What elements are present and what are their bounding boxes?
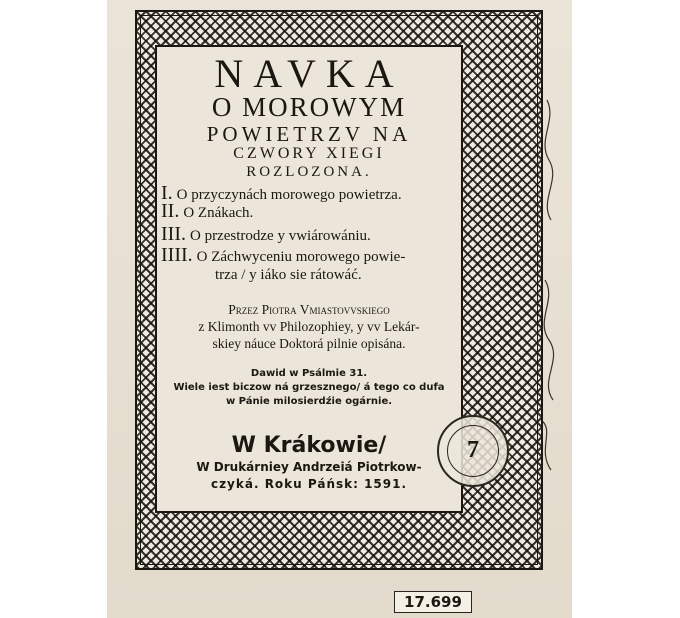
title-line-4: CZWORY XIEGI: [233, 145, 385, 162]
biblical-quote-line-2: w Pánie milosierdźie ogárnie.: [225, 396, 393, 407]
biblical-quote-line-1: Wiele iest biczow ná grzesznego/ á tego co dufa: [173, 382, 445, 393]
library-stamp: [437, 415, 509, 487]
chapter-text: O Záchwyceniu morowego powie-: [196, 249, 406, 265]
imprint-place: W Krákowie/: [231, 433, 387, 458]
title-line-5: ROZLOZONA.: [246, 164, 372, 180]
imprint-printer: W Drukárniey Andrzeiá Piotrkow-: [196, 460, 422, 474]
stamp-number: 7: [467, 437, 479, 463]
chapter-3: [161, 225, 371, 245]
imprint-year: czyká. Roku Páńsk: 1591.: [210, 477, 408, 491]
title-line-2: O MOROWYM: [211, 92, 407, 122]
author-line-1: Przez Piotra Vmiastovvskiego: [228, 302, 390, 317]
title-line-1: NAVKA: [214, 51, 404, 96]
author-line-3: skiey náuce Doktorá pilnie opisána.: [212, 336, 406, 351]
chapter-1: [161, 184, 402, 204]
chapter-text: O Znákach.: [183, 205, 254, 221]
title-block: [155, 45, 463, 513]
chapter-numeral: III.: [161, 223, 186, 245]
chapter-text: O przestrodze y vwiárowániu.: [189, 228, 371, 244]
chapter-4-continued: trza / y iáko sie rátowáć.: [215, 267, 362, 283]
title-line-3: POWIETRZV NA: [206, 122, 412, 146]
chapter-text: O przyczynách morowego powietrza.: [176, 187, 402, 203]
chapter-numeral: IIII.: [161, 244, 193, 266]
book-page: [107, 0, 572, 618]
chapter-2: [161, 202, 253, 222]
biblical-citation: Dawid w Psálmie 31.: [250, 368, 368, 379]
chapter-numeral: II.: [161, 200, 180, 222]
author-line-2: z Klimonth vv Philozophiey, y vv Lekár-: [198, 319, 420, 334]
chapter-4: [161, 246, 405, 266]
inventory-label: 17.699: [394, 591, 472, 613]
chapter-numeral: I.: [161, 182, 173, 204]
